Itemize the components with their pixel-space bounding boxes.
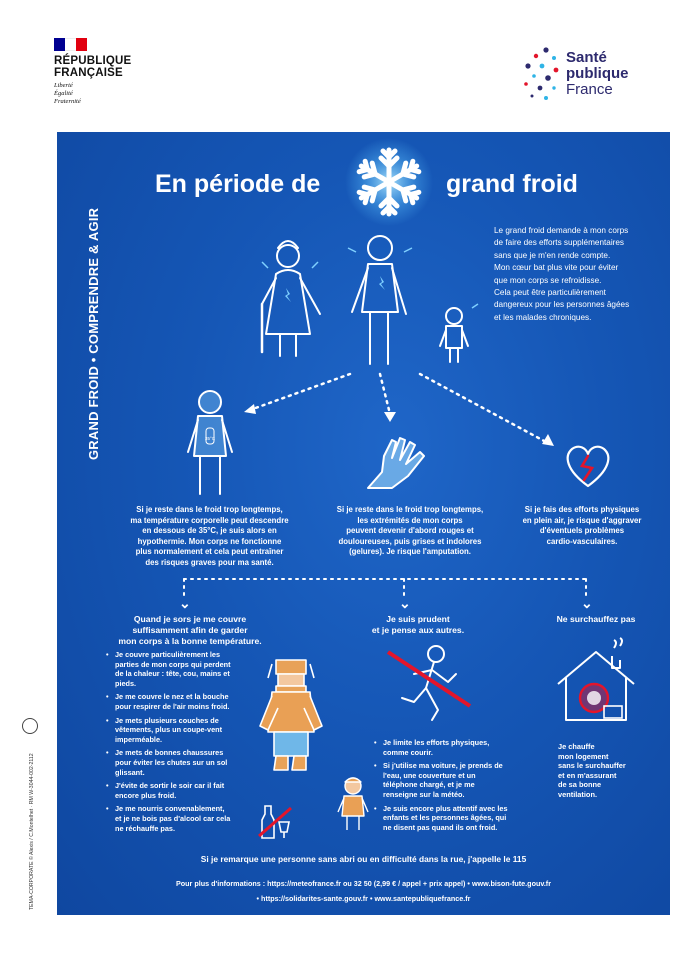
frozen-hand-illustration xyxy=(362,432,434,492)
spf-line2: publique xyxy=(566,65,629,82)
chevron-down-icon: ⌄ xyxy=(399,595,411,611)
snowflake-icon xyxy=(345,138,433,226)
title-right: grand froid xyxy=(446,170,578,198)
thermometer-label: 35°C xyxy=(204,436,216,441)
list-item: • Je limite les efforts physiques, comme courir. xyxy=(374,738,509,757)
list-item: • Je mets plusieurs couches de vêtements, plus un coupe-vent imperméable. xyxy=(106,716,232,745)
no-alcohol-icon xyxy=(255,800,295,840)
heating-heading: Ne surchauffez pas xyxy=(556,614,636,624)
chevron-down-icon: ⌄ xyxy=(581,595,593,611)
republique-motto: Liberté Égalité Fraternité xyxy=(54,82,81,105)
header xyxy=(0,0,681,132)
alert-115-text: Si je remarque une personne sans abri ou en difficulté dans la rue, j'appelle le 115 xyxy=(200,854,527,864)
list-item: • Je me nourris convenablement, et je ne bois pas d'alcool car cela ne réchauffe pas. xyxy=(106,804,232,833)
heating-text: Je chauffe mon logement sans le surchauffer et en m'assurant de sa bonne ventilation. xyxy=(558,742,626,799)
prudent-list xyxy=(374,738,509,836)
printer-logo-icon xyxy=(22,718,38,734)
intro-text: Le grand froid demande à mon corps de faire des efforts supplémentaires sans que je m'en rende compte. Mon cœur bat plus vite pour éviter que mon corps se refroidisse. Cela peut être particulièrement dangereux pour les personnes âgées et les malades chroniques. xyxy=(494,226,630,322)
republique-name: RÉPUBLIQUE FRANÇAISE xyxy=(54,55,132,79)
family-illustration xyxy=(228,228,478,368)
runner-illustration xyxy=(384,640,480,728)
list-item: • Je me couvre le nez et la bouche pour respirer de l'air moins froid. xyxy=(106,692,232,711)
effect-extremities-text: Si je reste dans le froid trop longtemps, les extrémités de mon corps peuvent devenir d'abord rouges et douloureuses, puis grises et indolores (gelures). Je risque l'amputation. xyxy=(336,505,484,556)
list-item: • J'évite de sortir le soir car il fait encore plus froid. xyxy=(106,781,232,800)
house-heating-illustration xyxy=(552,640,640,730)
covering-list xyxy=(106,650,232,837)
spf-line1: Santé xyxy=(566,49,607,66)
info-links-line1: Pour plus d'informations : https://meteofrance.fr ou 32 50 (2,99 € / appel + prix appel) • www.bison-fute.gouv.fr xyxy=(175,879,552,888)
side-credit: TEMA-CORPORATE © Alexis / C.Montelhet · RM W-3044-002-2112 xyxy=(29,753,35,910)
sante-publique-france-logo xyxy=(522,44,662,104)
info-links-line2: • https://solidarites-sante.gouv.fr • www.santepubliquefrance.fr xyxy=(256,894,471,903)
spf-line3: France xyxy=(566,81,613,98)
list-item: • Je couvre particulièrement les parties de mon corps qui perdent de la chaleur : tête, cou, mains et pieds. xyxy=(106,650,232,688)
spf-dots-icon xyxy=(522,44,564,104)
list-item: • Si j'utilise ma voiture, je prends de l'eau, une couverture et un téléphone chargé, et je me renseigne sur la météo. xyxy=(374,761,509,799)
cold-body-illustration xyxy=(180,388,240,500)
list-item: • Je suis encore plus attentif avec les enfants et les personnes âgées, qui ne disent pas quand ils ont froid. xyxy=(374,804,509,833)
section-connector xyxy=(176,575,596,615)
child-in-winter-clothes-illustration xyxy=(336,776,370,834)
chevron-down-icon: ⌄ xyxy=(179,595,191,611)
effect-body-text: Si je reste dans le froid trop longtemps, ma température corporelle peut descendre en dessous de 35°C, je suis alors en hypothermie. Mon corps ne fonctionne plus normalement et cela peut entraîner des risques graves pour ma santé. xyxy=(130,505,289,567)
prudent-heading: Je suis prudent et je pense aux autres. xyxy=(371,614,465,635)
covering-heading: Quand je sors je me couvre suffisamment afin de garder mon corps à la bonne température. xyxy=(118,614,262,646)
vertical-title: GRAND FROID • COMPRENDRE & AGIR xyxy=(86,207,101,460)
title-left: En période de xyxy=(155,170,321,198)
french-flag-icon xyxy=(54,38,87,51)
list-item: • Je mets de bonnes chaussures pour éviter les chutes sur un sol glissant. xyxy=(106,748,232,777)
effect-heart-text: Si je fais des efforts physiques en plein air, je risque d'aggraver d'éventuels problèmes cardio-vasculaires. xyxy=(522,505,642,546)
broken-heart-icon xyxy=(562,442,614,490)
winter-clothed-figure-illustration xyxy=(256,654,326,774)
republique-francaise-logo xyxy=(54,38,131,106)
